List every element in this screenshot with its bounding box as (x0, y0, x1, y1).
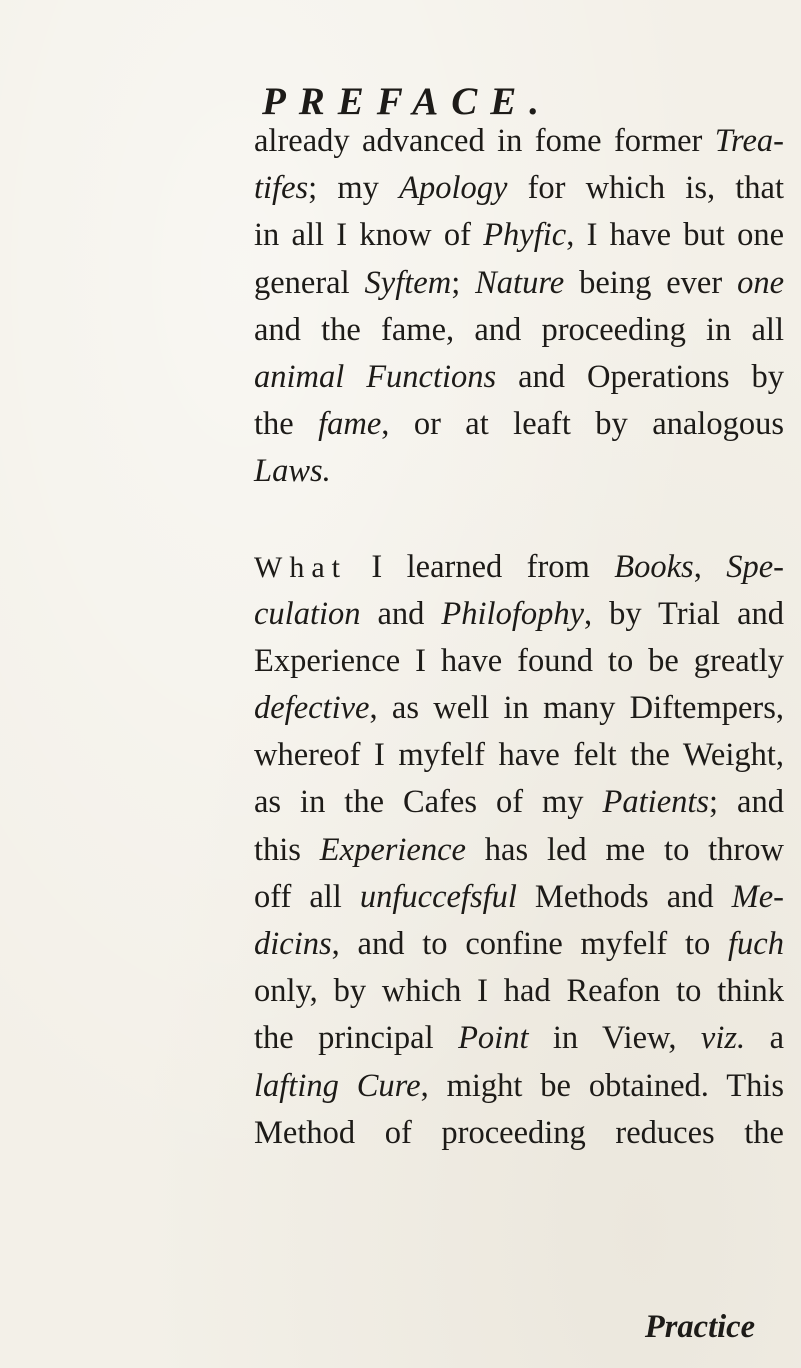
text-line: Experience I have found to be greatly (254, 642, 784, 679)
text-line: dicins, and to confine myfelf to fuch (254, 926, 784, 962)
text-line: defective, as well in many Diftempers, (254, 690, 784, 727)
running-title: PREFACE. (261, 80, 553, 123)
text-line: already advanced in fome former Trea- (254, 123, 784, 159)
body-text (254, 118, 784, 1157)
text-line: this Experience has led me to throw (254, 831, 784, 868)
text-line: in all I know of Phyfic, I have but one (254, 217, 784, 254)
text-line: and the fame, and proceeding in all (254, 311, 784, 348)
text-line: the fame, or at leaft by analogous (254, 406, 784, 443)
text-line: lafting Cure, might be obtained. This (254, 1067, 784, 1104)
text-line: Method of proceeding reduces the (254, 1114, 784, 1151)
text-line: the principal Point in View, viz. a (254, 1020, 784, 1057)
text-line: whereof I myfelf have felt the Weight, (254, 737, 784, 774)
text-line: general Syftem; Nature being ever one (254, 264, 784, 301)
text-line: tifes; my Apology for which is, that (254, 170, 785, 207)
text-line: as in the Cafes of my Patients; and (254, 784, 784, 821)
text-line: animal Functions and Operations by (254, 358, 785, 395)
text-line: only, by which I had Reafon to think (254, 973, 784, 1010)
text-line: culation and Philofophy, by Trial and (254, 595, 784, 632)
paragraph-gap (254, 496, 784, 544)
text-line: Laws. (254, 453, 331, 490)
catchword: Practice (644, 1309, 755, 1345)
text-line: off all unfuccefsful Methods and Me- (254, 878, 784, 915)
text-line: What I learned from Books, Spe- (254, 548, 784, 585)
